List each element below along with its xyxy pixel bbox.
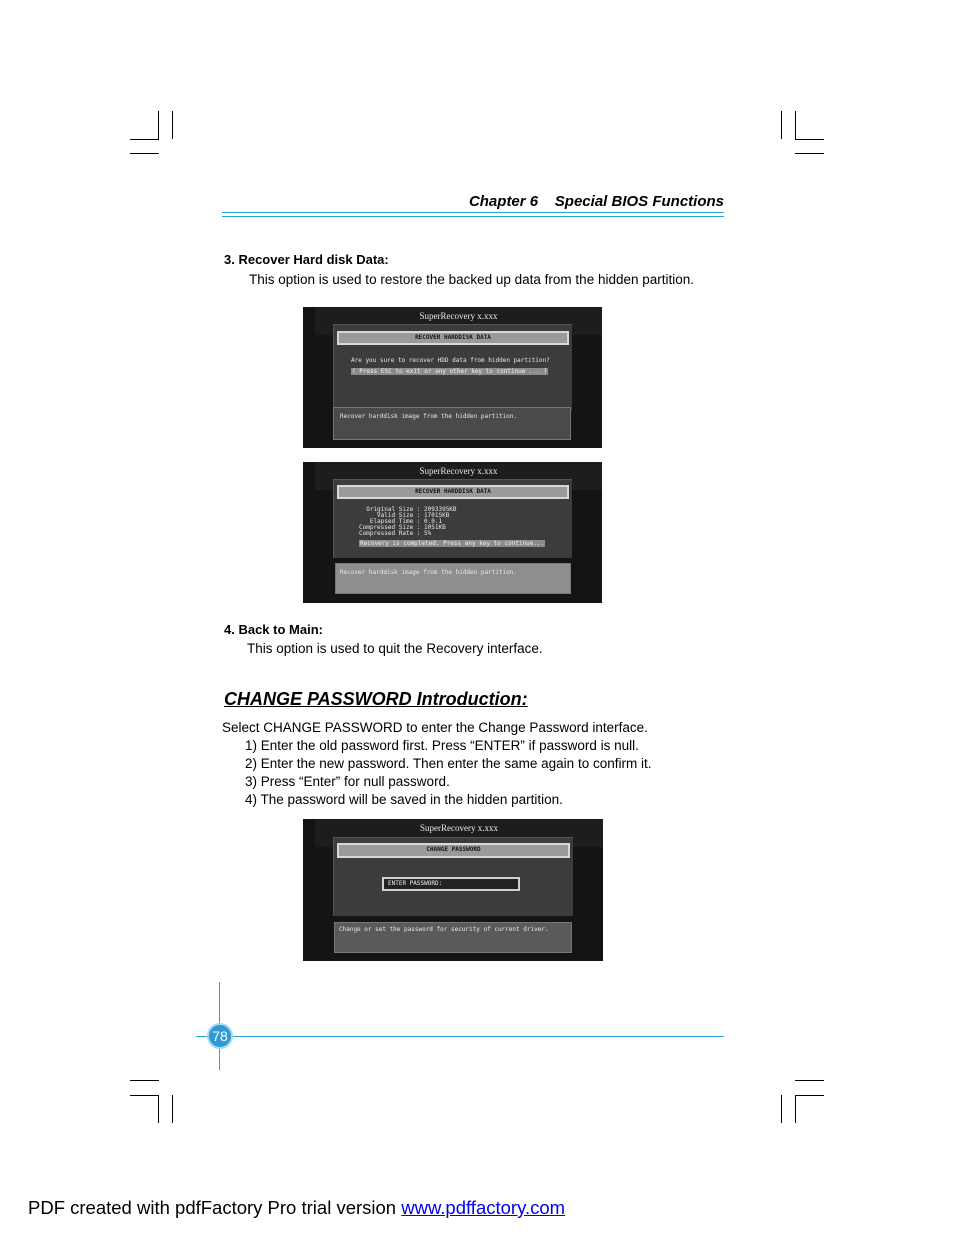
- confirm-prompt: [351, 368, 548, 375]
- chapter-label: Chapter 6: [468, 193, 539, 210]
- item-title-back: 4. Back to Main:: [224, 622, 323, 637]
- bios-screen-recover-confirm: [303, 307, 602, 448]
- section-title-change-password: CHANGE PASSWORD Introduction:: [224, 689, 528, 709]
- change-password-step-3: 3) Press “Enter” for null password.: [245, 774, 450, 789]
- status-panel: [333, 407, 571, 440]
- change-password-step-2: 2) Enter the new password. Then enter the same again to confirm it.: [245, 756, 652, 771]
- status-text: Recover harddisk image from the hidden partition.: [340, 569, 518, 576]
- change-password-intro: Select CHANGE PASSWORD to enter the Change Password interface.: [222, 720, 648, 735]
- stat-elapsed-time: Elapsed Time : 0.0.1: [359, 518, 443, 525]
- status-panel: [335, 563, 571, 594]
- stat-original-size: Original Size : 2093395KB: [359, 506, 457, 513]
- stat-compressed-size: Compressed Size : 1051KB: [359, 524, 446, 531]
- app-title: SuperRecovery x.xxx: [419, 466, 498, 476]
- app-title: SuperRecovery x.xxx: [419, 311, 498, 321]
- footer-link[interactable]: www.pdffactory.com: [401, 1197, 566, 1218]
- stat-compressed-rate: Compressed Rate : 5%: [359, 530, 432, 537]
- pdf-footer: [28, 1197, 565, 1219]
- item-title-recover: 3. Recover Hard disk Data:: [224, 252, 389, 267]
- completed-text: Recovery is completed. Press any key to continue...: [360, 540, 545, 547]
- confirm-question: Are you sure to recover HDD data from hidden partition?: [351, 357, 550, 364]
- page-number-horizontal-rule: [196, 1036, 724, 1037]
- password-input[interactable]: ENTER PASSWORD:: [382, 877, 520, 891]
- footer-text: PDF created with pdfFactory Pro trial version: [28, 1197, 402, 1218]
- header-rule-secondary: [222, 216, 724, 217]
- change-password-step-1: 1) Enter the old password first. Press “ENTER” if password is null.: [245, 738, 639, 753]
- stat-valid-size: Valid Size : 1701SKB: [359, 512, 450, 519]
- chapter-title: Special BIOS Functions: [554, 193, 724, 210]
- page-number: 78: [207, 1023, 233, 1049]
- completed-message: [359, 540, 545, 547]
- dialog-title: CHANGE PASSWORD: [337, 843, 570, 858]
- bios-screen-change-password: [303, 819, 603, 961]
- change-password-step-4: 4) The password will be saved in the hidden partition.: [245, 792, 563, 807]
- dialog-title: RECOVER HARDDISK DATA: [337, 485, 569, 499]
- dialog-title: RECOVER HARDDISK DATA: [337, 331, 569, 345]
- running-header: [222, 193, 724, 210]
- app-title: SuperRecovery x.xxx: [420, 823, 498, 833]
- bios-screen-recover-done: [303, 462, 602, 603]
- status-text: Recover harddisk image from the hidden partition.: [340, 413, 518, 420]
- item-description-back: This option is used to quit the Recovery interface.: [247, 641, 543, 656]
- confirm-prompt-text: ( Press ESC to exit or any other key to continue ... ): [352, 368, 548, 375]
- item-description-recover: This option is used to restore the backed up data from the hidden partition.: [249, 272, 695, 287]
- header-rule: [222, 212, 724, 213]
- status-text: Change or set the password for security of current driver.: [339, 926, 549, 933]
